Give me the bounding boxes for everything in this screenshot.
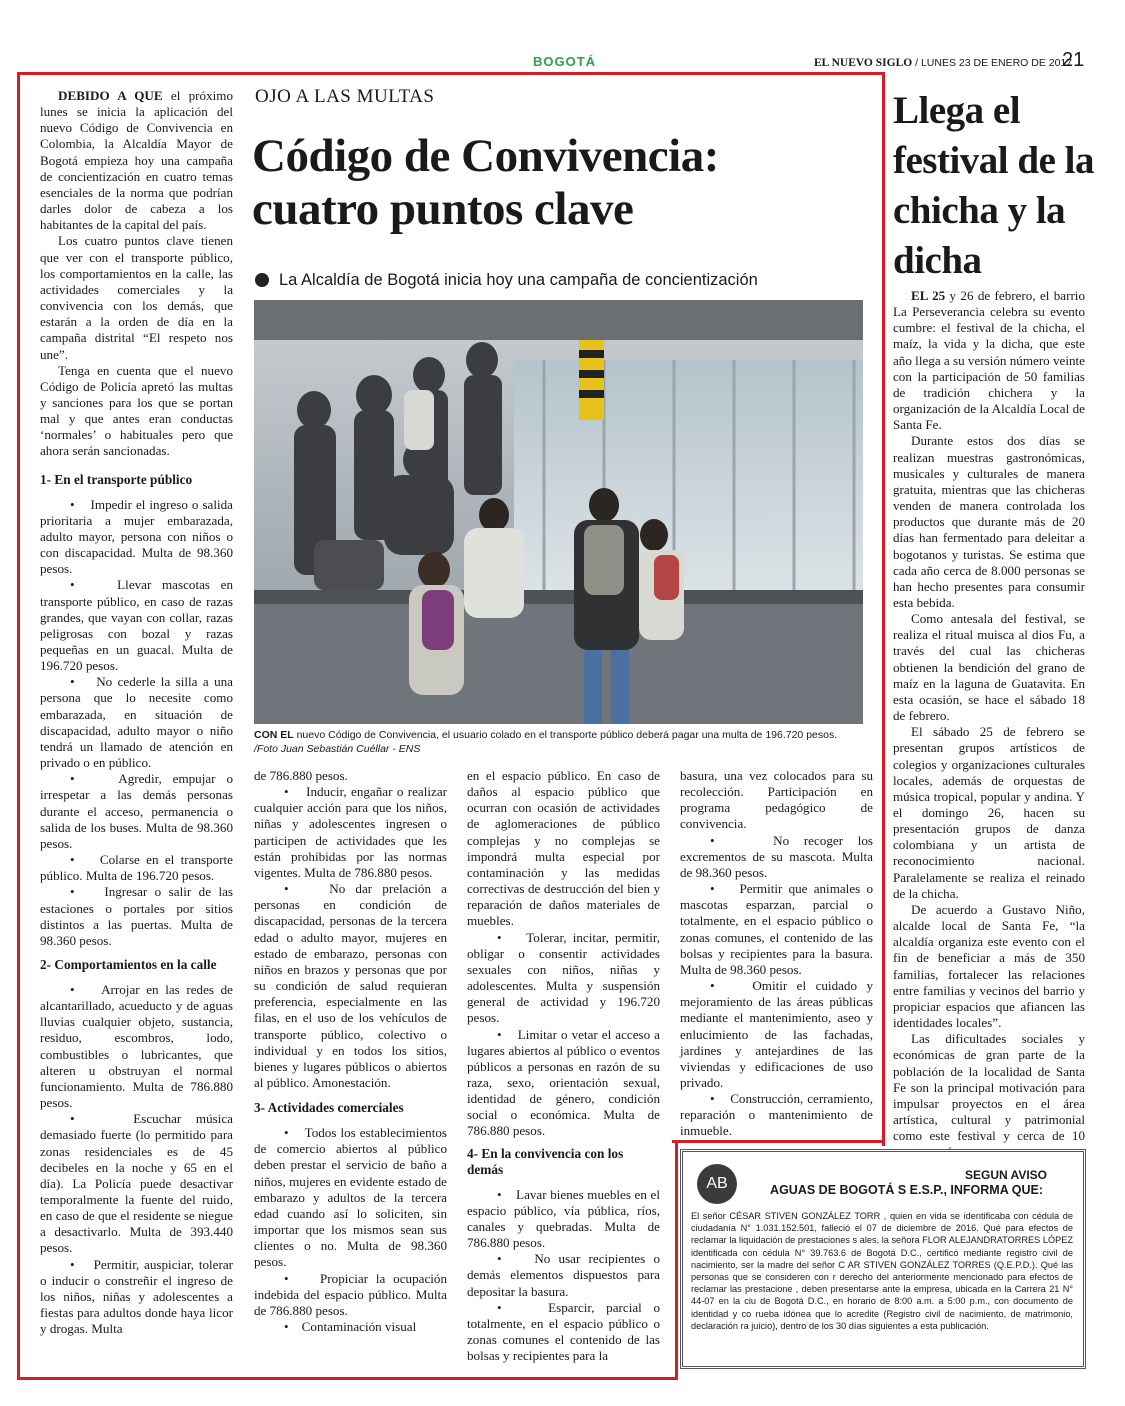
masthead: [814, 57, 1072, 69]
bullet-item: • Construcción, cerramiento, reparación o mantenimiento de inmueble.: [680, 1091, 873, 1139]
paragraph: Las dificultades sociales y económicas de gran parte de la población de la localidad de Santa Fe son la principal motivación para impulsar proyectos en el área artística, cultural y patrimonial como este festival y cerca de 10: [893, 1031, 1085, 1144]
bullet-item: • Llevar mascotas en transporte público, en caso de razas grandes, que vayan con collar, razas peligrosas con bozal y razas pequeñas en un guacal. Multa de 196.720 pesos.: [40, 577, 233, 674]
bullet-item: • No recoger los excrementos de su mascota. Multa de 98.360 pesos.: [680, 832, 873, 880]
paragraph: EL 25 y 26 de febrero, el barrio La Perseverancia celebra su evento cumbre: el festival de la chicha, el maíz, la vida y la dicha, que este año llega a su versión número veinte con la participación de 50 familias de tradición chichera y la organización de la Alcaldía Local de Santa Fe.: [893, 288, 1085, 433]
bullet-dot-icon: [255, 273, 269, 287]
bullet-item: • Contaminación visual: [284, 1319, 417, 1334]
company-logo: AB: [697, 1164, 737, 1204]
news-photo: [254, 300, 863, 724]
bullet-item: • No cederle la silla a una persona que lo necesite como embarazada, en situación de discapacidad, adulto mayor o niño tendrá un llamado de atención en privado o en público.: [40, 674, 233, 771]
bullet-item: • Todos los establecimientos de comercio abiertos al público deben prestar el servicio de baño a niños, mujeres en evidente estado de embarazo y adultos de la tercera edad cuando así lo soliciten, sin importar que los mismos sean sus clientes o no. Multa de 98.360 pesos.: [254, 1125, 447, 1270]
issue-date: / LUNES 23 DE ENERO DE 2017: [915, 57, 1073, 69]
intro-paragraph: DEBIDO A QUE el próximo lunes se inicia la aplicación del nuevo Código de Convivencia en Colombia, la Alcaldía Mayor de Bogotá empieza hoy una campaña de concientización en cuatro temas esenciales de la norma que podrían darles dolor de cabeza a los habitantes de la capital del país.: [40, 88, 233, 233]
bullet-item: • Permitir, auspiciar, tolerar o inducir o constreñir el ingreso de los niños, niñas y adolescentes a fiestas para adultos donde haya licor y drogas. Multa: [40, 1256, 233, 1337]
notice-title: SEGUN AVISO: [964, 1168, 1047, 1182]
bullet-item: • Permitir que animales o mascotas esparzan, parcial o totalmente, en el espacio público o zonas comunes, el contenido de las bolsas y recipientes para la basura. Multa de 98.360 pesos.: [680, 881, 873, 977]
bullet-item: • Limitar o vetar el acceso a lugares abiertos al público o eventos públicos a personas en razón de su raza, sexo, orientación sexual, identidad de género, condición social o económica. Multa de 786.880 pesos.: [467, 1026, 660, 1139]
deck: La Alcaldía de Bogotá inicia hoy una campaña de concientización: [255, 271, 758, 290]
bullet-item: • Lavar bienes muebles en el espacio público, vía pública, ríos, canales y quebradas. Multa de 786.880 pesos.: [467, 1186, 660, 1251]
side-article-body: [893, 288, 1085, 1160]
side-headline: Llega el festival de la chicha y la dicha: [893, 89, 1094, 282]
bullet-item: • Propiciar la ocupación indebida del espacio público. Multa de 786.880 pesos.: [254, 1270, 447, 1318]
notice-subtitle: AGUAS DE BOGOTÁ S E.S.P., INFORMA QUE:: [770, 1183, 1043, 1197]
bullet-item: • Esparcir, parcial o totalmente, en el espacio público o zonas comunes el contenido de las bolsas y recipientes para la: [467, 1299, 660, 1364]
photo-caption: CON EL nuevo Código de Convivencia, el usuario colado en el transporte público deberá pagar una multa de 196.720 pesos. /Foto Juan Sebastián Cuéllar - ENS: [254, 729, 838, 755]
page-number: 21: [1062, 49, 1085, 71]
paragraph: en el espacio público. En caso de daños al espacio público que ocurran con ocasión de actividades de aglomeraciones de público complejas y no complejas se impondrá multa especial por contaminación y las medidas correctivas de destrucción del bien y reparación de daños materiales de muebles.: [467, 768, 660, 929]
bus-station-photo: [254, 300, 863, 724]
paper-name: EL NUEVO SIGLO: [814, 57, 913, 69]
paragraph: basura, una vez colocados para su recolección. Participación en programa pedagógico de convivencia.: [680, 768, 873, 832]
bullet-item: • Escuchar música demasiado fuerte (lo permitido para zonas residenciales es de 45 decibeles en la noche y 65 en el día). La Policía puede desactivar temporalmente la fuente del ruido, en caso de que el residente se niegue a desactivarlo. Multa de 393.440 pesos.: [40, 1111, 233, 1256]
bullet-item: • Arrojar en las redes de alcantarillado, acueducto y de aguas lluvias cualquier objeto, sustancia, residuo, escombros, lodo, combustibles o lubricantes, que alteren u obstruyan el normal funcionamiento. Multa de 786.880 pesos.: [40, 981, 233, 1111]
bullet-item: • No dar prelación a personas en condición de discapacidad, personas de la tercera edad o adulto mayor, mujeres en estado de embarazo, personas con niños en brazos y personas que por su condición de salud requieran preferencia, especialmente en las filas, en el uso de los vehículos de transporte público, colectivo o individual y en todos los sitios, bienes y lugares públicos o abiertos al público. Amonestación.: [254, 881, 447, 1090]
bullet-item: • Inducir, engañar o realizar cualquier acción para que los niños, niñas y adolescentes ingresen o participen de actividades que les están prohibidas por las normas vigentes. Multa de 786.880 pesos.: [254, 784, 447, 880]
headline-line-1: Código de Convivencia:: [252, 130, 719, 182]
bullet-item: • Agredir, empujar o irrespetar a las demás personas durante el acceso, permanencia o salida de los buses. Multa de 98.360 pesos.: [40, 771, 233, 851]
paragraph: de 786.880 pesos.: [254, 768, 348, 783]
subheading-transport: 1- En el transporte público: [40, 471, 193, 487]
bullet-item: • Impedir el ingreso o salida prioritaria a mujer embarazada, adulto mayor, persona con niños o con discapacidad. Multa de 98.360 pesos.: [40, 496, 233, 577]
bullet-item: • Tolerar, incitar, permitir, obligar o consentir actividades sexuales con niños, niñas y adolescentes. Multa y suspensión general de actividad y 196.720 pesos.: [467, 929, 660, 1026]
headline-line-2: cuatro puntos clave: [252, 183, 634, 235]
paragraph: Durante estos dos días se realizan muestras gastronómicas, musicales y culturales de manera gratuita, mientras que las chicheras venden de manera controlada los productos que durante más de 20 días han fermentado para deleitar a bogotanos y turistas. Se estima que cada año cerca de 8.000 personas se han hecho presentes para consumir esta bebida.: [893, 433, 1085, 610]
bullet-item: • Ingresar o salir de las estaciones o portales por sitios distintos a las puertas. Multa de 98.360 pesos.: [40, 884, 233, 948]
subheading-street: 2- Comportamientos en la calle: [40, 956, 217, 972]
paragraph: Los cuatro puntos clave tienen que ver con el transporte público, los comportamientos en la calle, las actividades comerciales y la convivencia con los demás, que estarán a la orden de día en la campaña distrital “El respeto nos une”.: [40, 233, 233, 362]
article-highlight-frame-step: [672, 1140, 882, 1143]
bullet-item: • Colarse en el transporte público. Multa de 196.720 pesos.: [40, 852, 233, 884]
subheading-coexistence: 4- En la convivencia con los demás: [467, 1145, 624, 1177]
paragraph: Tenga en cuenta que el nuevo Código de Policía apretó las multas y sanciones para los que se portan mal y que antes eran conductas ‘normales’ o habituales pero que ahora serán sancionadas.: [40, 362, 233, 459]
legal-notice: [680, 1149, 1086, 1369]
bullet-item: • Omitir el cuidado y mejoramiento de las áreas públicas mediante el mantenimiento, aseo y enlucimiento de las fachadas, jardines y antejardines de las viviendas y edificaciones de uso privado.: [680, 978, 873, 1090]
notice-body: El señor CÉSAR STIVEN GONZÁLEZ TORR , quien en vida se identificaba con cédula de ciudadanía N° 1.031.152.501, falleció el 07 de diciembre de 2016. Qué para efectos de reclamar la liquidación de prestaciones s ales, la señora FLOR ALEJANDRATORRES LÓPEZ identificada con cédula N° 39.763.6 de Bogotá D.C., certificó mediante registro civil de nacimiento, ser la madre del señor C AR STIVEN GONZÁLEZ TORRES (Q.E.P.D.). Qué las personas que se consideren con r derecho del anteriormente mencionado para efectos de reclamar las prestacione , deben presentarse ante la empresa, ubicada en la Carrera 21 N° 44-07 en la ciu de Bogotá D.C., en horario de 8:00 a.m. a 5:00 p.m., con documento de identidad y co rueba idónea que lo acredite (Registro civil de nacimiento, de matrimonio, declaración ra juicio), dentro de los 30 días siguientes a esta publicación.: [691, 1211, 1073, 1331]
intro-lead: DEBIDO A QUE: [58, 88, 163, 103]
article-column-2: [254, 768, 447, 1335]
paragraph: Como antesala del festival, se realiza el ritual muisca al dios Fu, a través del cual las chicheras obtienen la bendición del grano de maíz en la laguna de Guatavita. En esta ocasión, se hace el sábado 18 de febrero.: [893, 611, 1085, 724]
headline: [252, 130, 872, 236]
kicker: OJO A LAS MULTAS: [255, 86, 435, 107]
article-column-3: [467, 768, 660, 1364]
subheading-commercial: 3- Actividades comerciales: [254, 1100, 404, 1116]
paragraph: El sábado 25 de febrero se presentan grupos artísticos de colegios y organizaciones culturales locales, además de orquestas de música tropical, popular y andina. Y el domingo 26, hacen su presentación grupos de danza colombiana y un artista de reconocimiento nacional. Paralelamente se realiza el reinado de la chicha.: [893, 724, 1085, 901]
paragraph: De acuerdo a Gustavo Niño, alcalde local de Santa Fe, “la alcaldía organiza este evento con el fin de beneficiar a más de 350 familias, fortalecer las relaciones entre familias y vecinos del barrio y propiciar espacios que afiancen las identidades locales”.: [893, 901, 1085, 1031]
section-label: BOGOTÁ: [533, 54, 597, 69]
article-column-4: [680, 768, 873, 1140]
article-column-1: [40, 88, 233, 1337]
side-lead: EL 25: [911, 288, 946, 303]
bullet-item: • No usar recipientes o demás elementos dispuestos para depositar la basura.: [467, 1251, 660, 1299]
